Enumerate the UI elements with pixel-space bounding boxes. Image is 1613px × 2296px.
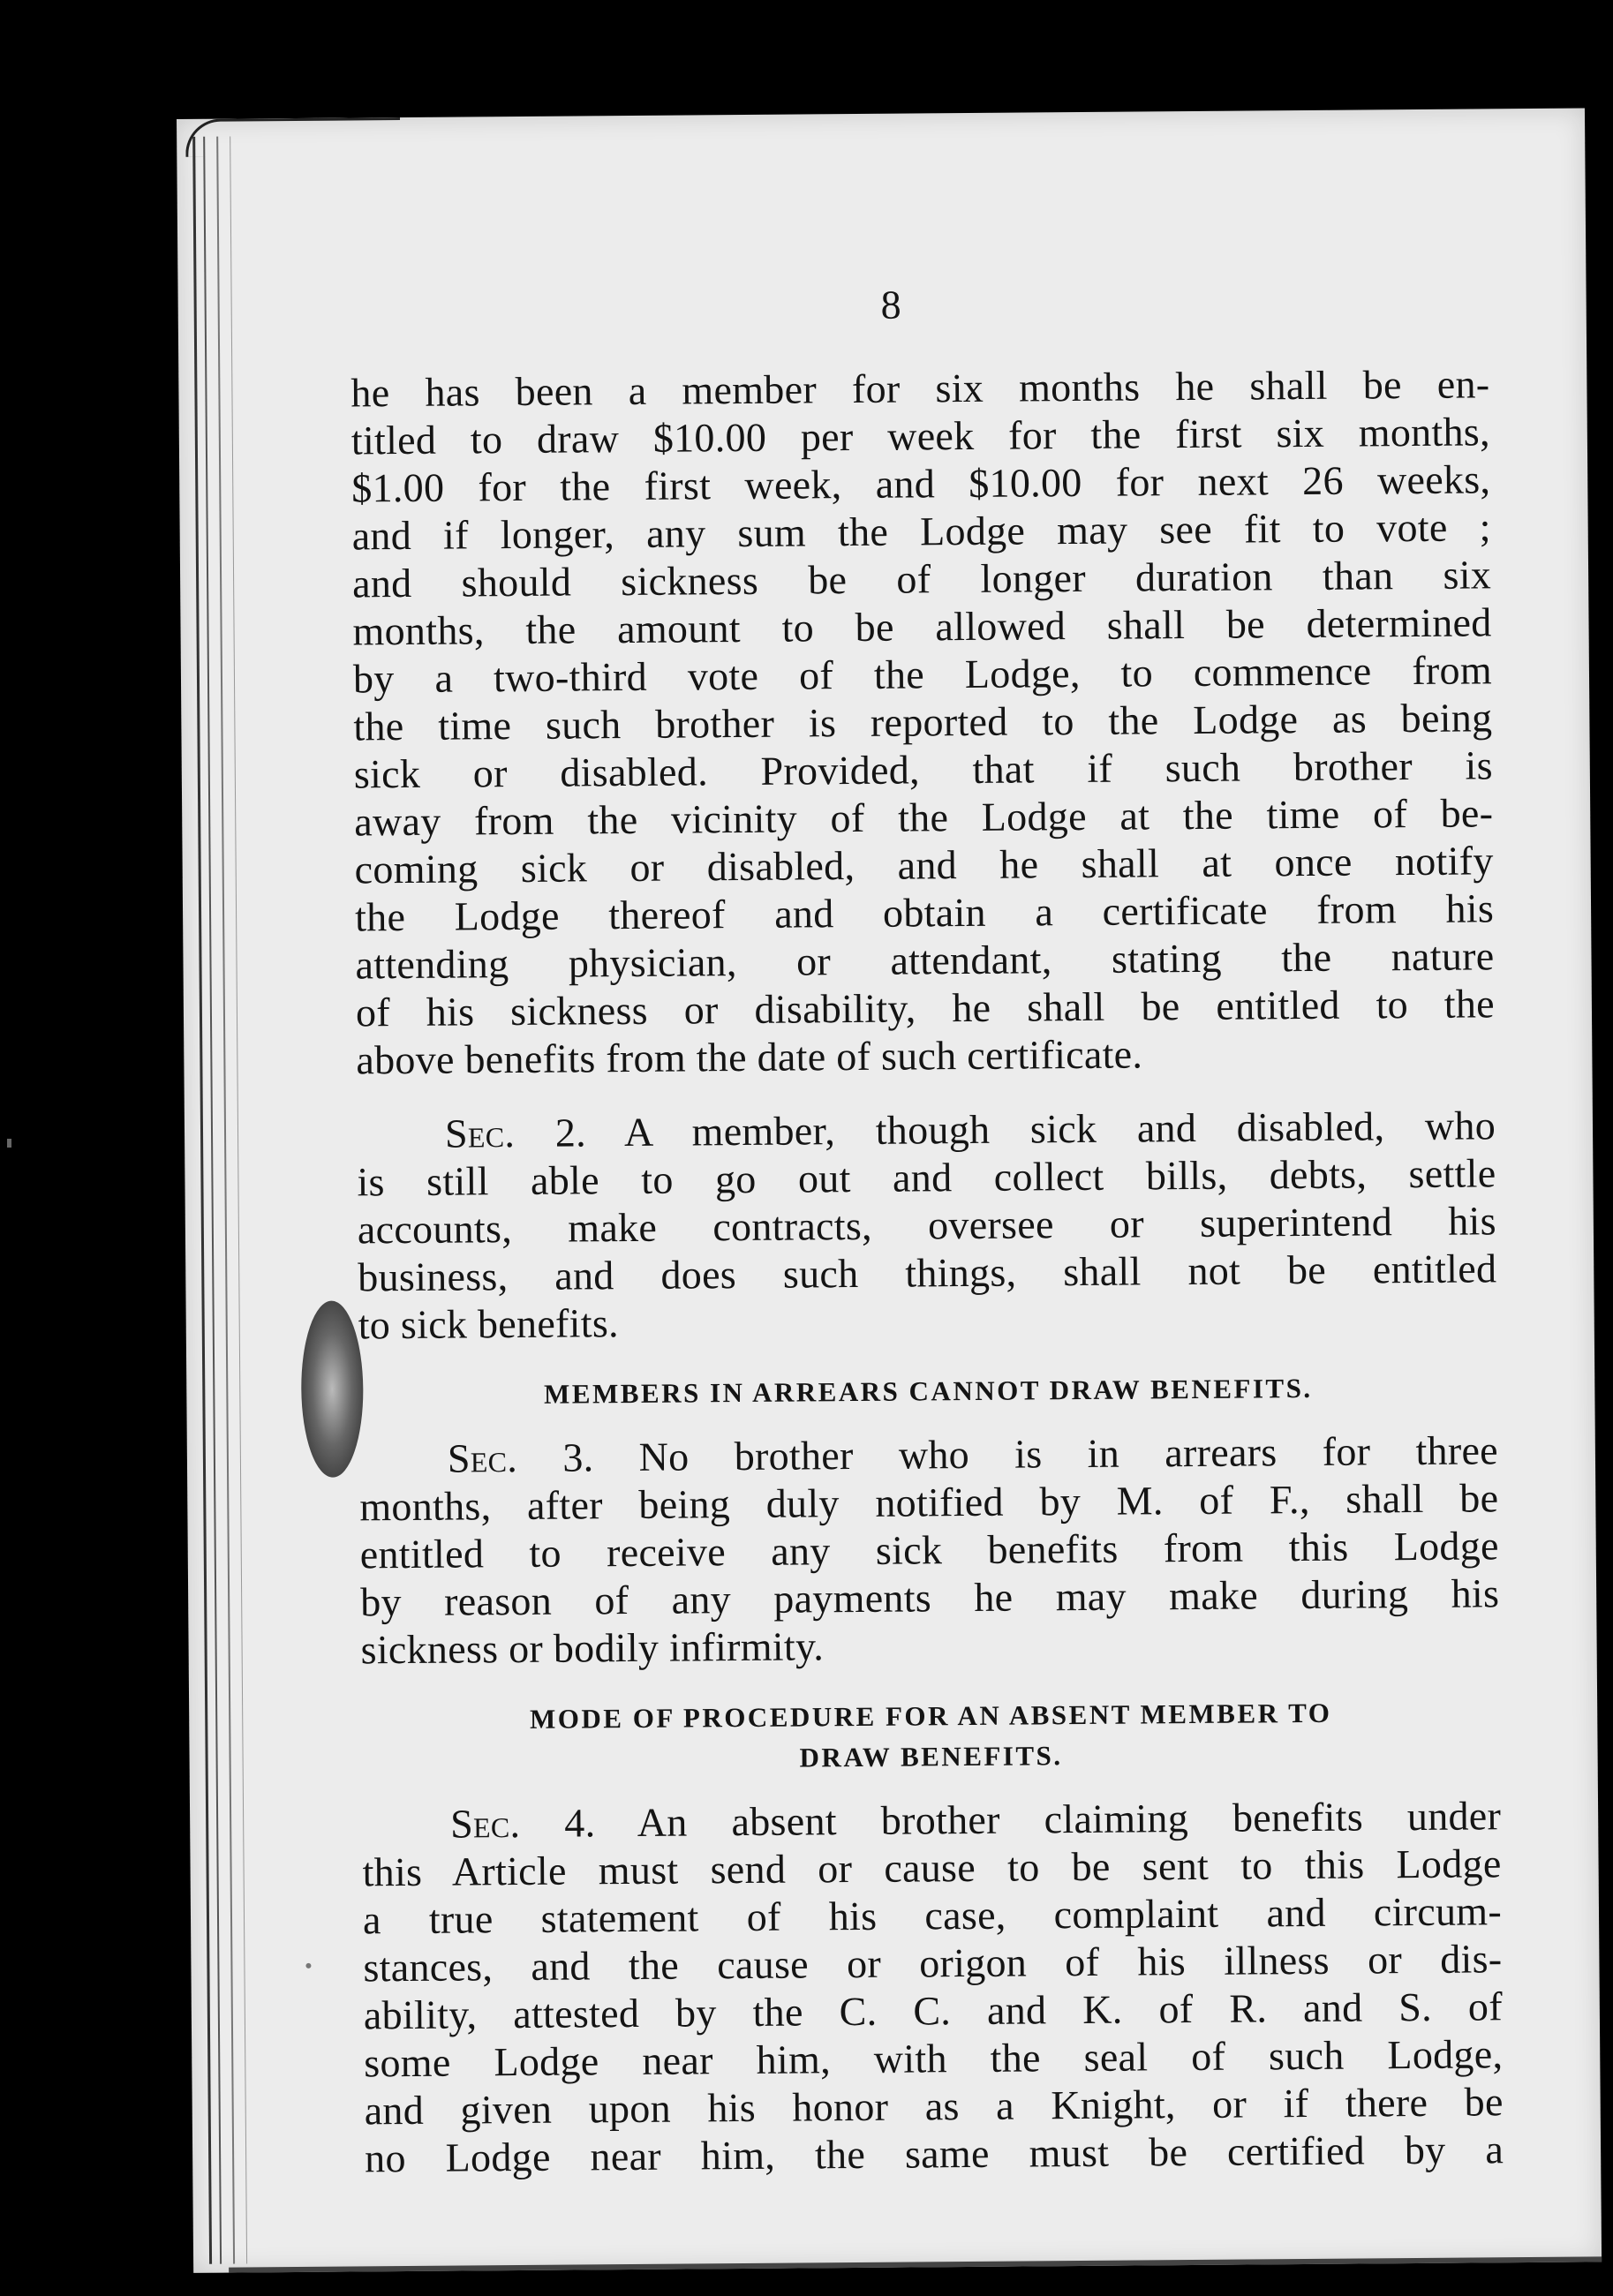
text-line: coming sick or disabled, and he shall at once notify: [354, 838, 1494, 892]
text-line: by a two-third vote of the Lodge, to commence from: [352, 647, 1493, 702]
text-line: ability, attested by the C. C. and K. of R. and S. of: [363, 1984, 1504, 2038]
text-line: the time such brother is reported to the Lodge as being: [353, 695, 1493, 749]
text-line: titled to draw $10.00 per week for the first six months,: [350, 409, 1491, 463]
binding-clasp-ornament: [301, 1300, 365, 1478]
text-line: months, the amount to be allowed shall be determined: [352, 599, 1492, 654]
section-text: No brother who is in arrears for three: [638, 1427, 1499, 1479]
text-line: of his sickness or disability, he shall be entitled to the: [355, 981, 1496, 1035]
text-line: attending physician, or attendant, stating the nature: [355, 933, 1495, 988]
text-line: by reason of any payments he may make during his: [360, 1570, 1500, 1625]
section-heading: MEMBERS IN ARREARS CANNOT DRAW BENEFITS.: [543, 1372, 1313, 1410]
binding-edge: [192, 137, 212, 2264]
section-label: Sec. 4.: [449, 1800, 596, 1847]
section-4: [362, 1792, 1504, 2182]
text-line: and should sickness be of longer duration than six: [351, 552, 1492, 606]
text-line: [359, 1427, 1498, 1483]
text-line: a true statement of his case, complaint and circum-: [362, 1888, 1503, 1943]
text-line: entitled to receive any sick benefits from this Lodge: [359, 1523, 1499, 1577]
text-line: above benefits from the date of such certificate.: [356, 1031, 1143, 1083]
text-line: this Article must send or cause to be sent to this Lodge: [362, 1841, 1502, 1895]
section-label: Sec. 2.: [444, 1110, 587, 1156]
text-line: some Lodge near him, with the seal of such Lodge,: [364, 2031, 1504, 2086]
text-line: the Lodge thereof and obtain a certificate from his: [354, 885, 1495, 940]
text-line: away from the vicinity of the Lodge at the time of be-: [354, 790, 1494, 845]
page-body: [350, 360, 1504, 2182]
section-text: An absent brother claiming benefits under: [637, 1793, 1502, 1845]
text-line: [362, 1792, 1501, 1848]
text-line: is still able to go out and collect bills, debts, settle: [357, 1150, 1496, 1205]
text-line: [357, 1102, 1496, 1158]
book-page: [177, 108, 1602, 2272]
text-line: months, after being duly notified by M. of F., shall be: [359, 1475, 1499, 1530]
section-label: Sec. 3.: [447, 1434, 594, 1481]
text-line: to sick benefits.: [358, 1300, 620, 1348]
section-3: [359, 1427, 1500, 1674]
text-line: stances, and the cause or origon of his illness or dis-: [363, 1936, 1503, 1991]
section-2: [357, 1102, 1497, 1349]
text-line: sick or disabled. Provided, that if such brother is: [353, 742, 1493, 797]
paragraph-continued: [350, 360, 1495, 1084]
text-line: sickness or bodily infirmity.: [360, 1623, 825, 1673]
text-line: and given upon his honor as a Knight, or if there be: [364, 2079, 1504, 2134]
section-heading: DRAW BENEFITS.: [799, 1740, 1063, 1773]
page-bottom-edge: [229, 2256, 1602, 2272]
text-line: no Lodge near him, the same must be certified by a: [364, 2127, 1504, 2181]
dust-speck: [7, 1139, 11, 1148]
text-line: and if longer, any sum the Lodge may see fit to vote ;: [351, 504, 1491, 559]
section-heading: MODE OF PROCEDURE FOR AN ABSENT MEMBER TO: [529, 1697, 1332, 1735]
text-line: $1.00 for the first week, and $10.00 for next 26 weeks,: [351, 456, 1491, 511]
section-text: A member, though sick and disabled, who: [623, 1103, 1496, 1156]
text-line: accounts, make contracts, oversee or superintend his: [357, 1198, 1497, 1253]
text-line: he has been a member for six months he shall be en-: [350, 361, 1490, 416]
dust-speck: [305, 1963, 311, 1969]
text-line: business, and does such things, shall not be entitled: [358, 1246, 1497, 1300]
page-number: 8: [880, 282, 901, 327]
